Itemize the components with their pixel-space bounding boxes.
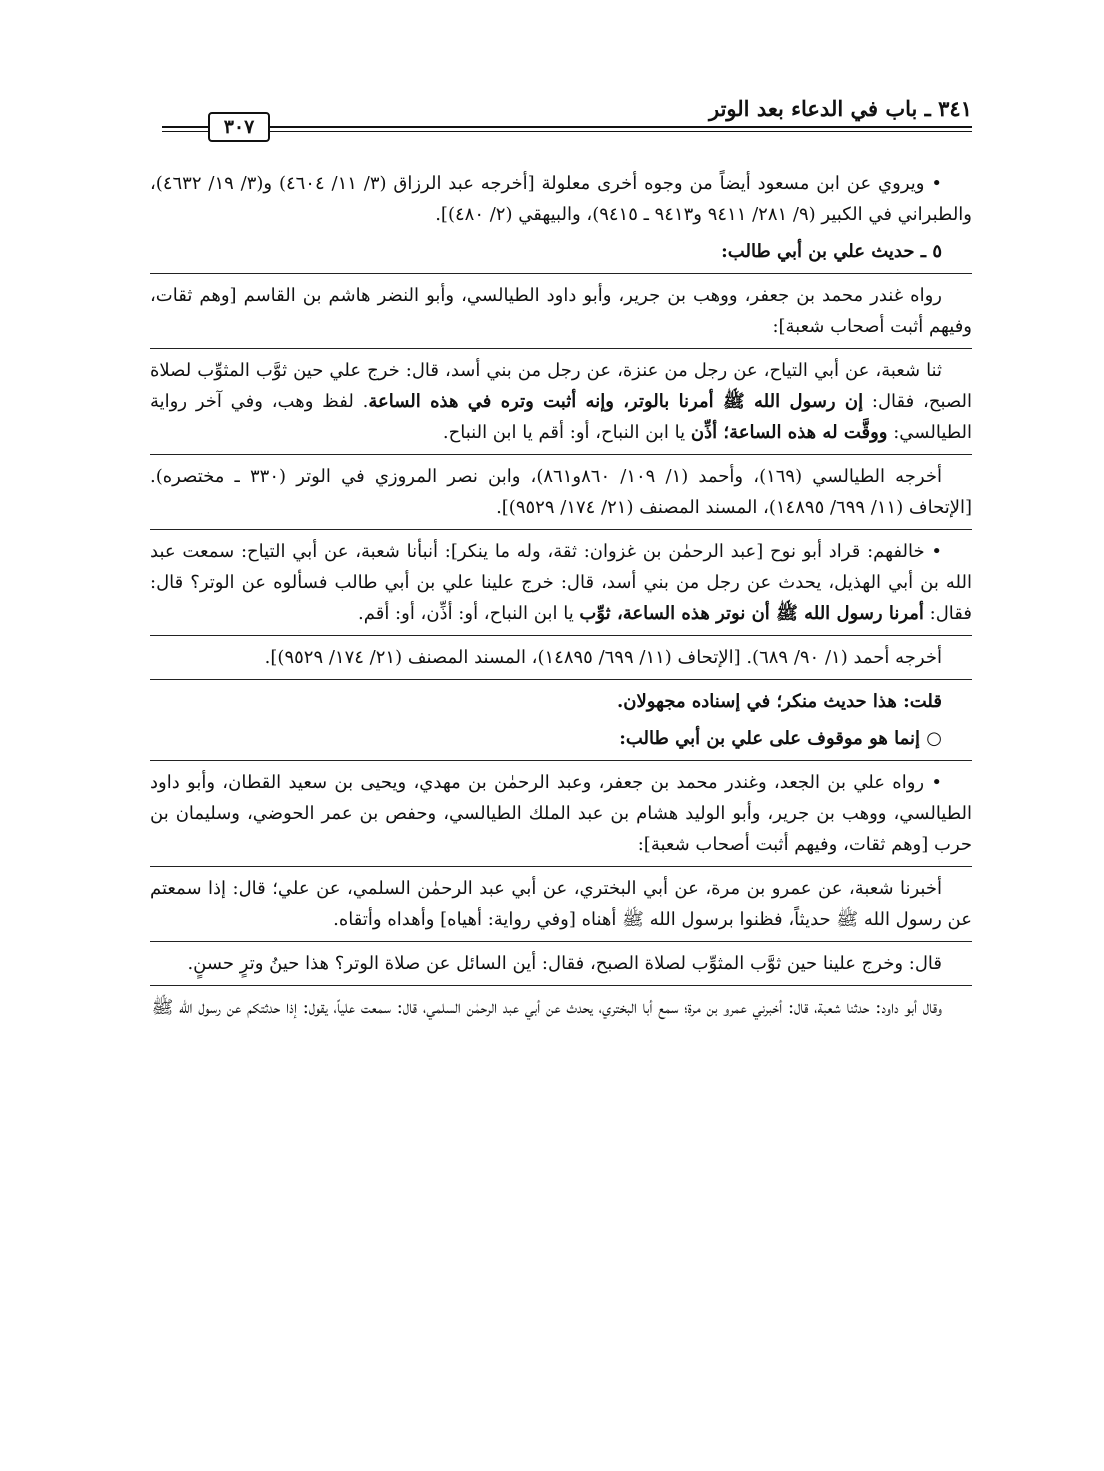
paragraph-shuba: أخبرنا شعبة، عن عمرو بن مرة، عن أبي البختري، عن أبي عبد الرحمٰن السلمي، عن علي؛ قال: إذا سمعتم عن رسول الله ﷺ حديثاً، فظنوا برسول الله ﷺ أهناه [وفي رواية: أهياه] وأهداه وأتقاه. — [150, 878, 972, 930]
bold-text: أمرنا رسول الله ﷺ أن نوتر هذه الساعة، ثوِّب — [579, 603, 924, 624]
paragraph-narrators-2: • رواه علي بن الجعد، وغندر محمد بن جعفر، وعبد الرحمٰن بن مهدي، ويحيى بن سعيد القطان، وأبو داود الطيالسي، ووهب بن جرير، وأبو الوليد هشام بن عبد الملك الطيالسي، وحفص بن عمر الحوضي، وسليمان بن حرب [وهم ثقات، وفيهم أثبت أصحاب شعبة]: — [150, 772, 972, 855]
paragraph-takhrij-1: أخرجه الطيالسي (١٦٩)، وأحمد (١/ ١٠٩/ ٨٦٠و٨٦١)، وابن نصر المروزي في الوتر (٣٣٠ ـ مختصره). [الإتحاف (١١/ ٦٩٩/ ١٤٨٩٥)، المسند المصنف (٢١/ ١٧٤/ ٩٥٢٩)]. — [150, 466, 972, 518]
divider — [150, 760, 972, 761]
divider — [150, 985, 972, 986]
divider — [150, 348, 972, 349]
header-rule — [270, 126, 972, 132]
paragraph-narrators: رواه غندر محمد بن جعفر، ووهب بن جرير، وأبو داود الطيالسي، وأبو النضر هاشم بن القاسم [وهم ثقات، وفيهم أثبت أصحاب شعبة]: — [150, 285, 972, 337]
header-rule-left — [162, 126, 208, 132]
bold-text: ووقَّت له هذه الساعة؛ أذِّن — [690, 422, 888, 443]
divider — [150, 454, 972, 455]
divider — [150, 635, 972, 636]
divider — [150, 529, 972, 530]
divider — [150, 273, 972, 274]
paragraph-hadith-text — [150, 355, 972, 448]
section-heading-ali: ٥ ـ حديث علي بن أبي طالب: — [721, 241, 942, 262]
divider — [150, 941, 972, 942]
text-segment: يا ابن النباح، أو: أذِّن، أو: أقم. — [358, 603, 580, 624]
page-number: ٣٠٧ — [208, 112, 270, 142]
divider — [150, 866, 972, 867]
text-segment: يا ابن النباح، أو: أقم يا ابن النباح. — [442, 422, 691, 443]
paragraph-abu-dawud: وقال أبو داود: حدثنا شعبة، قال: أخبرني عمرو بن مرة؛ سمع أبا البختري، يحدث عن أبي عبد الرحمٰن السلمي، قال: سمعت علياً، يقول: إذا حدثتكم عن رسول الله ﷺ — [151, 997, 942, 1018]
text-segment: ثنا شعبة، عن أبي التياح، عن رجل من عنزة، عن رجل من بني أسد، قال: خرج علي حين ثوَّب المثوِّب لصلاة الصبح، فقال: — [150, 360, 972, 412]
chapter-title: ٣٤١ ـ باب في الدعاء بعد الوتر — [709, 96, 972, 121]
paragraph-verdict: قلت: هذا حديث منكر؛ في إسناده مجهولان. — [616, 691, 942, 712]
paragraph-takhrij-2: أخرجه أحمد (١/ ٩٠/ ٦٨٩). [الإتحاف (١١/ ٦٩٩/ ١٤٨٩٥)، المسند المصنف (٢١/ ١٧٤/ ٩٥٢٩)]. — [264, 647, 942, 668]
paragraph-witr-time: قال: وخرج علينا حين ثوَّب المثوِّب لصلاة الصبح، فقال: أين السائل عن صلاة الوتر؟ هذا حينُ وترٍ حسنٍ. — [187, 953, 942, 974]
divider — [150, 679, 972, 680]
page-body — [150, 168, 972, 1029]
bold-text: إن رسول الله ﷺ أمرنا بالوتر، وإنه أثبت وتره في هذه الساعة — [368, 391, 864, 412]
paragraph-qurad — [150, 536, 972, 629]
page-header — [150, 96, 972, 142]
text-segment: • خالفهم: قراد أبو نوح [عبد الرحمٰن بن غزوان: ثقة، وله ما ينكر]: أنبأنا شعبة، عن أبي التياح: سمعت عبد الله بن أبي الهذيل، يحدث عن رجل من بني أسد، قال: خرج علينا علي بن أبي طالب فسألوه عن الوتر؟ قال: فقال: — [150, 541, 972, 624]
paragraph-ibn-masud: • ويروي عن ابن مسعود أيضاً من وجوه أخرى معلولة [أخرجه عبد الرزاق (٣/ ١١/ ٤٦٠٤) و(٣/ ١٩/ ٤٦٣٢)، والطبراني في الكبير (٩/ ٢٨١/ ٩٤١١ و٩٤١٣ ـ ٩٤١٥)، والبيهقي (٢/ ٤٨٠)]. — [150, 173, 972, 225]
section-heading-mawquf: ○ إنما هو موقوف على علي بن أبي طالب: — [619, 728, 942, 749]
text-segment: . لفظ وهب، وفي آخر رواية الطيالسي: — [150, 391, 972, 443]
